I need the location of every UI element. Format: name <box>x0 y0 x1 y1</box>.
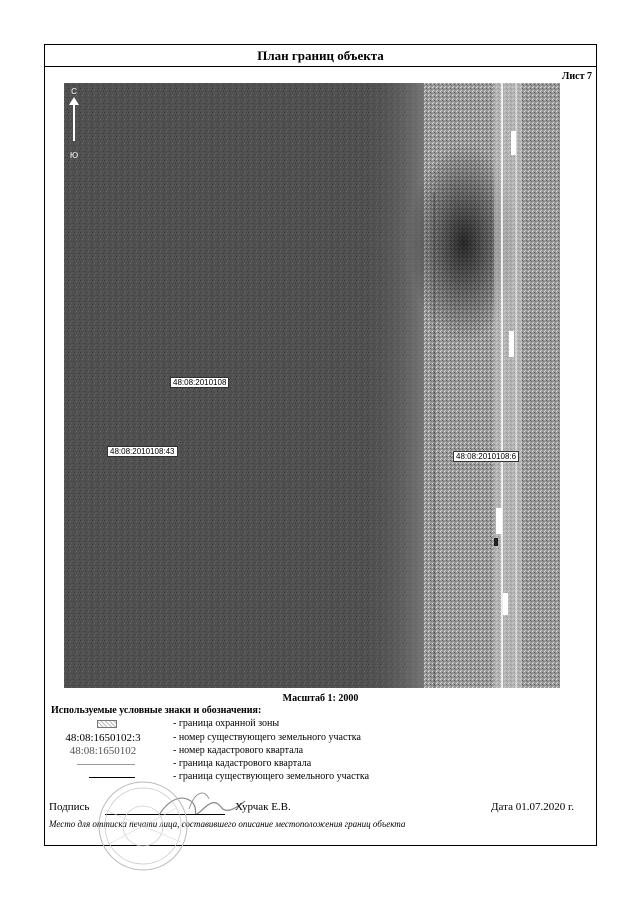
protection-zone-symbol <box>97 720 117 728</box>
quarter-number-symbol: 48:08:1650102 <box>69 745 137 757</box>
signer-name: Хурчак Е.В. <box>235 801 291 813</box>
legend-item: 48:08:1650102:3 - номер существующего земельного участка <box>65 732 361 744</box>
legend-item: - граница существующего земельного участка <box>45 771 596 783</box>
north-arrow <box>66 87 82 167</box>
page-title: План границ объекта <box>45 45 596 67</box>
seal-note: Место для оттиска печати лица, составившего описание местоположения границ объекта <box>49 819 406 829</box>
legend-item: - граница охранной зоны <box>45 718 596 730</box>
document-frame <box>44 44 597 846</box>
parcel-label: 48:08:2010108 <box>170 377 229 388</box>
sheet-number: Лист 7 <box>561 71 592 82</box>
legend-item: - граница кадастрового квартала <box>45 758 596 770</box>
north-label: С <box>71 87 77 96</box>
signature-label: Подпись <box>49 801 90 813</box>
document-date: Дата 01.07.2020 г. <box>491 801 574 813</box>
parcel-label: 48:08:2010108:43 <box>107 446 178 457</box>
south-label: Ю <box>69 151 79 160</box>
parcel-boundary-symbol <box>89 777 135 778</box>
legend-title: Используемые условные знаки и обозначения: <box>51 705 262 716</box>
quarter-boundary-symbol <box>77 764 135 765</box>
stamp-seal <box>73 780 213 880</box>
aerial-map <box>64 83 560 688</box>
map-scale: Масштаб 1: 2000 <box>282 693 359 704</box>
parcel-label: 48:08:2010108:6 <box>453 451 519 462</box>
aerial-photo <box>64 83 560 688</box>
legend-item: 48:08:1650102 - номер кадастрового квартала <box>45 745 596 757</box>
parcel-number-symbol: 48:08:1650102:3 <box>65 732 141 744</box>
